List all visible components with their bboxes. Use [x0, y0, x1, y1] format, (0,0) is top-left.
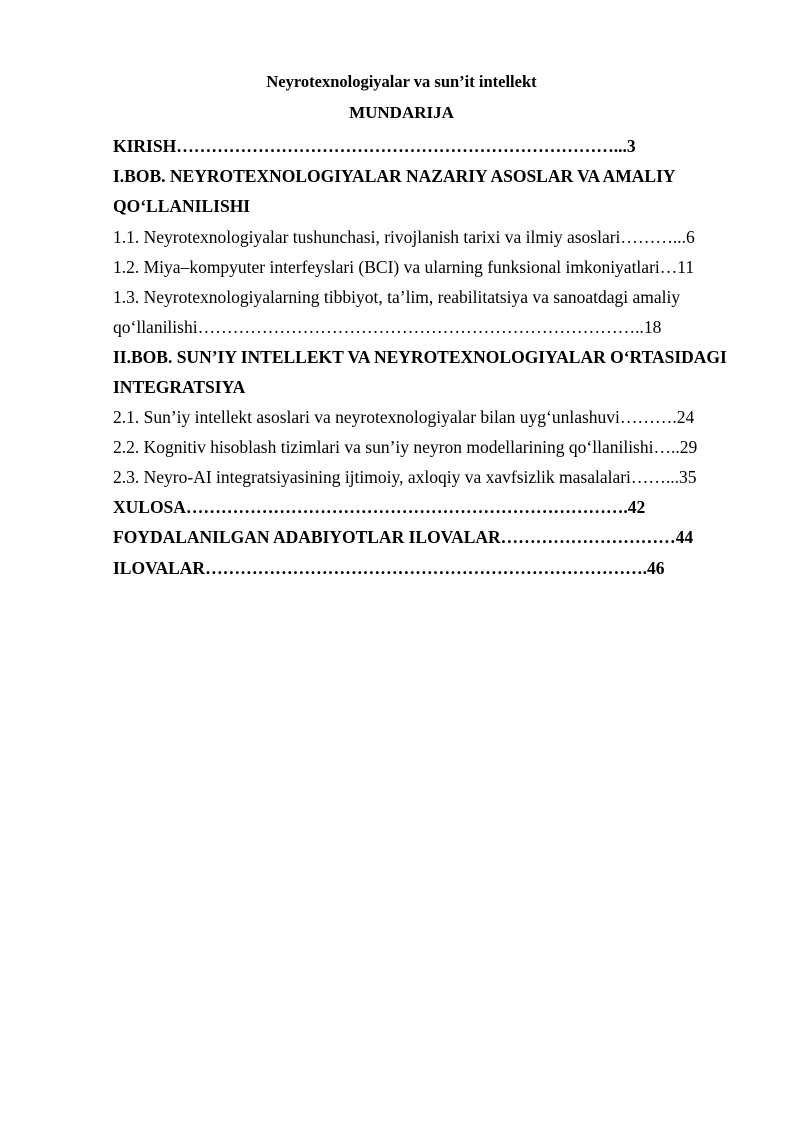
toc-entry: II.BOB. SUN’IY INTELLEKT VA NEYROTEXNOLOGIYALAR O‘RTASIDAGI INTEGRATSIYA [113, 346, 732, 397]
toc-entry: KIRISH…………………………………………………………………...3 [113, 136, 636, 157]
toc-entry: 2.1. Sun’iy intellekt asoslari va neyrotexnologiyalar bilan uyg‘unlashuvi……….24 [113, 407, 695, 428]
toc-entry: XULOSA………………………………………………………………….42 [113, 497, 646, 518]
table-of-contents [113, 131, 740, 582]
toc-entry: FOYDALANILGAN ADABIYOTLAR ILOVALAR…………………………44 [113, 527, 694, 548]
toc-entry: 1.3. Neyrotexnologiyalarning tibbiyot, ta’lim, reabilitatsiya va sanoatdagi amaliy qo‘llanilishi…………………………………………………………………..18 [113, 286, 685, 337]
toc-entry: I.BOB. NEYROTEXNOLOGIYALAR NAZARIY ASOSLAR VA AMALIY QO‘LLANILISHI [113, 166, 680, 217]
toc-entry: 2.2. Kognitiv hisoblash tizimlari va sun’iy neyron modellarining qo‘llanilishi…..29 [113, 437, 698, 458]
toc-entry: 2.3. Neyro-AI integratsiyasining ijtimoiy, axloqiy va xavfsizlik masalalari……...35 [113, 467, 697, 488]
document-subtitle: MUNDARIJA [349, 102, 454, 122]
toc-entry: ILOVALAR………………………………………………………………….46 [113, 557, 665, 578]
document-title: Neyrotexnologiyalar va sun’it intellekt [266, 72, 537, 91]
toc-entry: 1.2. Miya–kompyuter interfeyslari (BCI) va ularning funksional imkoniyatlari…11 [113, 256, 695, 277]
toc-entry: 1.1. Neyrotexnologiyalar tushunchasi, rivojlanish tarixi va ilmiy asoslari………...6 [113, 226, 695, 247]
